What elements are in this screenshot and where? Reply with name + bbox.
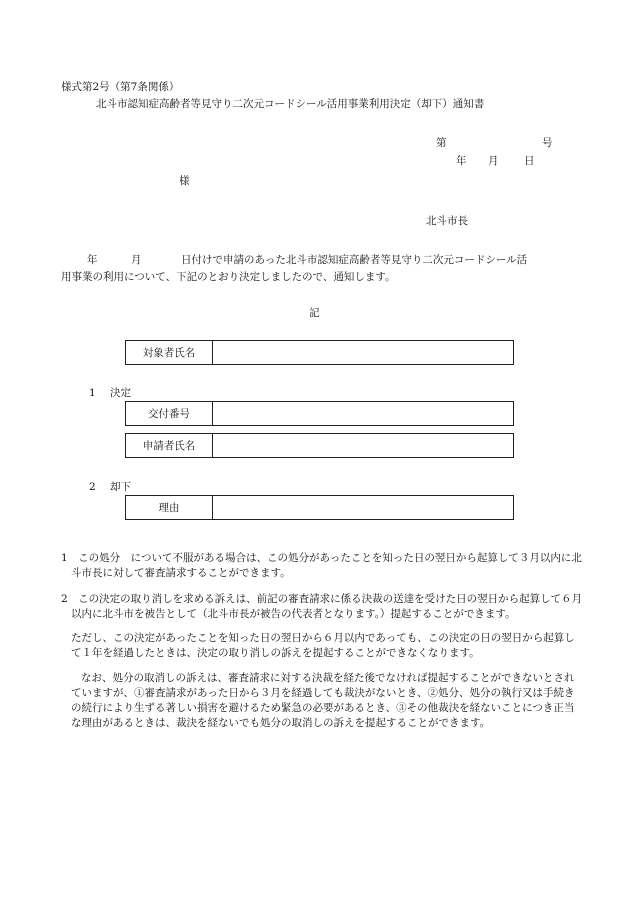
number-suffix: 号: [542, 137, 553, 149]
issue-number-field[interactable]: [213, 402, 514, 426]
decision-table: [125, 401, 514, 458]
body-line2: 用事業の利用について、下記のとおり決定しましたので、通知します。: [61, 271, 396, 283]
ki-mark: 記: [309, 307, 320, 319]
date-day: 日: [524, 155, 535, 167]
body-line1: 日付けで申請のあった北斗市認知症高齢者等見守り二次元コードシール活: [181, 254, 528, 266]
number-prefix: 第: [436, 137, 447, 149]
applicant-name-field[interactable]: [213, 434, 514, 458]
note-1: 1 この処分 について不服がある場合は、この処分があったことを知った日の翌日から起算して３月以内に北斗市長に対して審査請求することができます。: [61, 552, 582, 579]
issuer: 北斗市長: [426, 215, 468, 227]
date-month: 月: [488, 155, 499, 167]
addressee-suffix: 様: [179, 175, 190, 187]
body-date-month: 月: [131, 254, 142, 266]
subject-name-field[interactable]: [213, 341, 514, 365]
rejection-table: [125, 495, 514, 520]
subject-label: 対象者氏名: [126, 341, 213, 365]
document-title: 北斗市認知症高齢者等見守り二次元コードシール活用事業利用決定（却下）通知書: [96, 98, 485, 110]
date-year: 年: [456, 155, 467, 167]
reason-label: 理由: [126, 496, 213, 520]
form-number: 様式第2号（第7条関係）: [61, 81, 180, 93]
rejection-heading: 却下: [110, 481, 131, 493]
table-row: [126, 402, 514, 426]
decision-heading-number: 1: [89, 387, 96, 399]
body-date-year: 年: [87, 254, 98, 266]
subject-table: [125, 340, 514, 365]
table-row: [126, 341, 514, 365]
decision-heading: 決定: [110, 387, 131, 399]
table-row: [126, 434, 514, 458]
applicant-name-label: 申請者氏名: [126, 434, 213, 458]
note-2: 2 この決定の取り消しを求める訴えは、前記の審査請求に係る決裁の送達を受けた日の翌日から起算して６月以内に北斗市を被告として（北斗市長が被告の代表者となります。）提起することができます。: [61, 593, 583, 620]
note-2-proviso: ただし、この決定があったことを知った日の翌日から６月以内であっても、この決定の日の翌日から起算して１年を経過したときは、決定の取り消しの訴えを提起することができなくなります。: [71, 632, 575, 659]
rejection-heading-number: 2: [89, 481, 96, 493]
issue-number-label: 交付番号: [126, 402, 213, 426]
table-row: [126, 496, 514, 520]
note-3: なお、処分の取消しの訴えは、審査請求に対する決裁を経た後でなければ提起することができないとされていますが、①審査請求があった日から３月を経過しても裁決がないとき、②処分、処分の執行又は手続きの続行により生ずる著しい損害を避けるため緊急の必要があるとき、③その他裁決を経ないことにつき正当な理由があるときは、裁決を経ないでも処分の取消しの訴えを提起することができます。: [71, 672, 575, 729]
reason-field[interactable]: [213, 496, 514, 520]
